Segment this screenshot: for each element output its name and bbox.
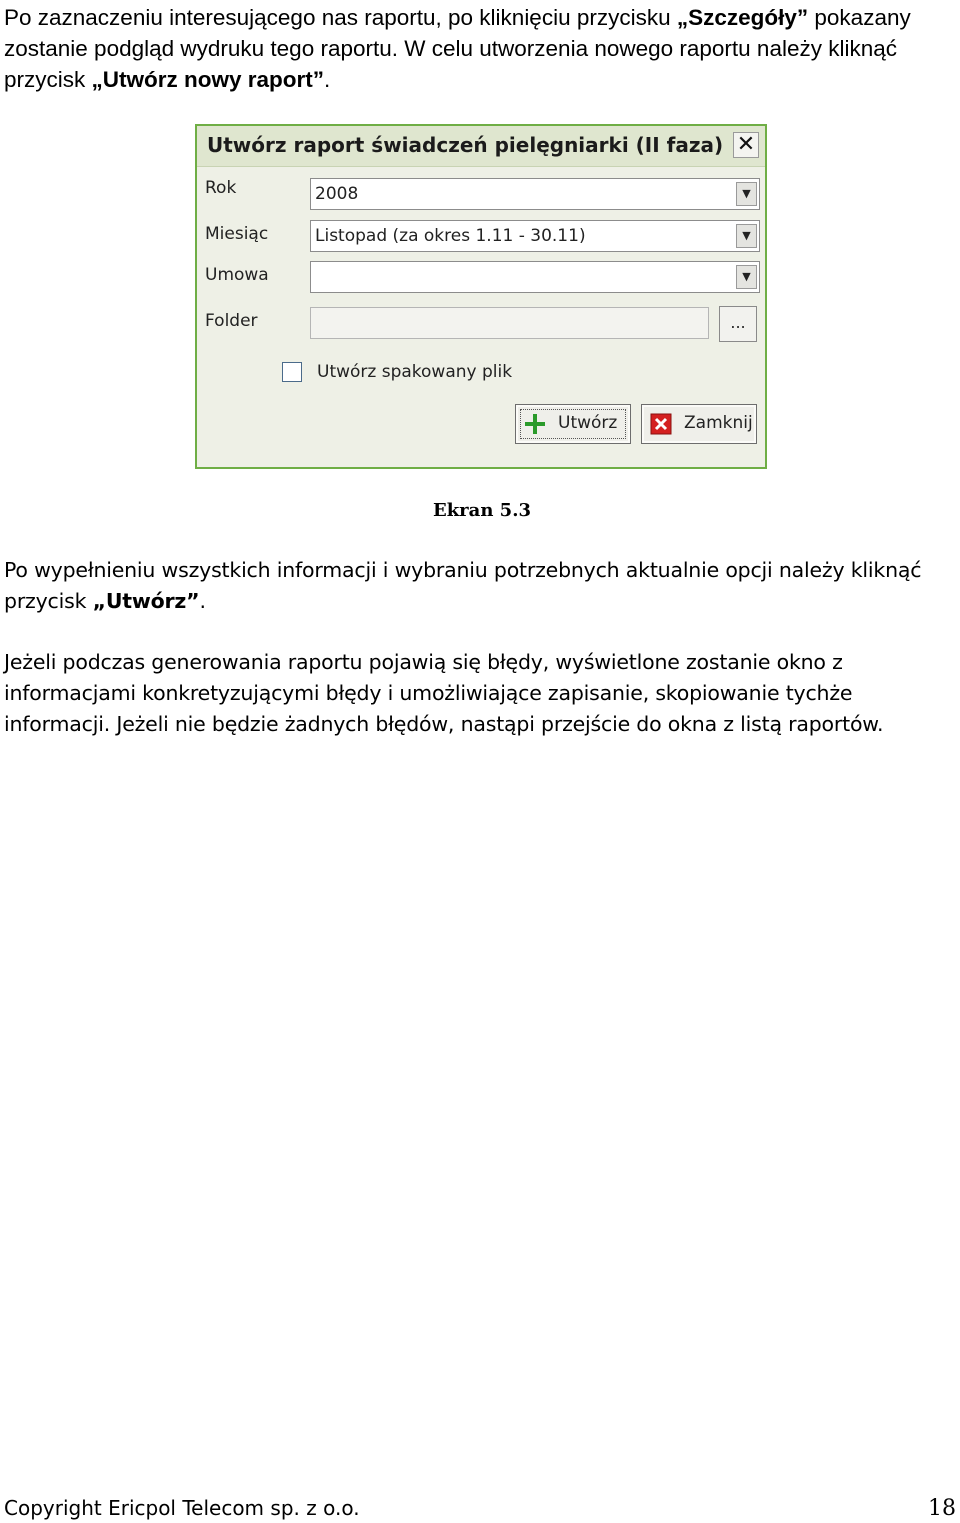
close-icon[interactable]: ✕ <box>733 132 759 158</box>
figure-caption: Ekran 5.3 <box>432 500 531 521</box>
umowa-label: Umowa <box>205 265 269 285</box>
miesiac-value: Listopad (za okres 1.11 - 30.11) <box>315 226 586 246</box>
footer-copyright: Copyright Ericpol Telecom sp. z o.o. <box>4 1496 360 1520</box>
dialog-titlebar <box>197 126 765 167</box>
intro-text-end: . <box>324 67 331 92</box>
para2-end: . <box>199 589 206 613</box>
browse-button[interactable]: ... <box>719 306 757 342</box>
chevron-down-icon[interactable]: ▼ <box>736 265 757 289</box>
create-report-dialog <box>195 124 767 469</box>
intro-text-2: pokazany zostanie podgląd wydruku tego raportu. W celu utworzenia nowego raportu należy kliknąć przycisk <box>4 5 911 92</box>
chevron-down-icon[interactable]: ▼ <box>736 182 757 206</box>
page-number: 18 <box>928 1496 956 1521</box>
paragraph-3: Jeżeli podczas generowania raportu pojawią się błędy, wyświetlone zostanie okno z informacjami konkretyzującymi błędy i umożliwiające zapisanie, skopiowanie tychże informacji. Jeżeli nie będzie żadnych błędów, nastąpi przejście do okna z listą raportów. <box>4 650 884 736</box>
para2-text: Po wypełnieniu wszystkich informacji i wybraniu potrzebnych aktualnie opcji należy kliknąć przycisk <box>4 558 922 613</box>
intro-text-1: Po zaznaczeniu interesującego nas raportu, po kliknięciu przycisku <box>4 5 677 30</box>
packed-file-label: Utwórz spakowany plik <box>317 362 513 382</box>
create-button-label: Utwórz <box>558 413 618 433</box>
intro-bold-szczegoly: „Szczegóły” <box>676 5 809 30</box>
folder-label: Folder <box>205 311 258 331</box>
rok-label: Rok <box>205 178 237 198</box>
paragraph-2 <box>4 555 954 617</box>
plus-icon <box>524 413 546 435</box>
intro-bold-utworz-nowy: „Utwórz nowy raport” <box>91 67 325 92</box>
close-red-icon <box>650 413 672 435</box>
miesiac-select[interactable] <box>310 220 760 252</box>
intro-paragraph <box>4 2 954 95</box>
umowa-select[interactable] <box>310 261 760 293</box>
para2-bold-utworz: „Utwórz” <box>92 589 200 613</box>
dialog-title: Utwórz raport świadczeń pielęgniarki (II faza) <box>207 133 724 157</box>
rok-select[interactable] <box>310 178 760 210</box>
miesiac-label: Miesiąc <box>205 224 269 244</box>
close-button[interactable] <box>641 404 757 444</box>
packed-file-checkbox[interactable] <box>282 362 302 382</box>
rok-value: 2008 <box>315 184 359 204</box>
chevron-down-icon[interactable]: ▼ <box>736 224 757 248</box>
create-button[interactable] <box>515 404 631 444</box>
folder-field[interactable] <box>310 307 709 339</box>
close-button-label: Zamknij <box>684 413 753 433</box>
